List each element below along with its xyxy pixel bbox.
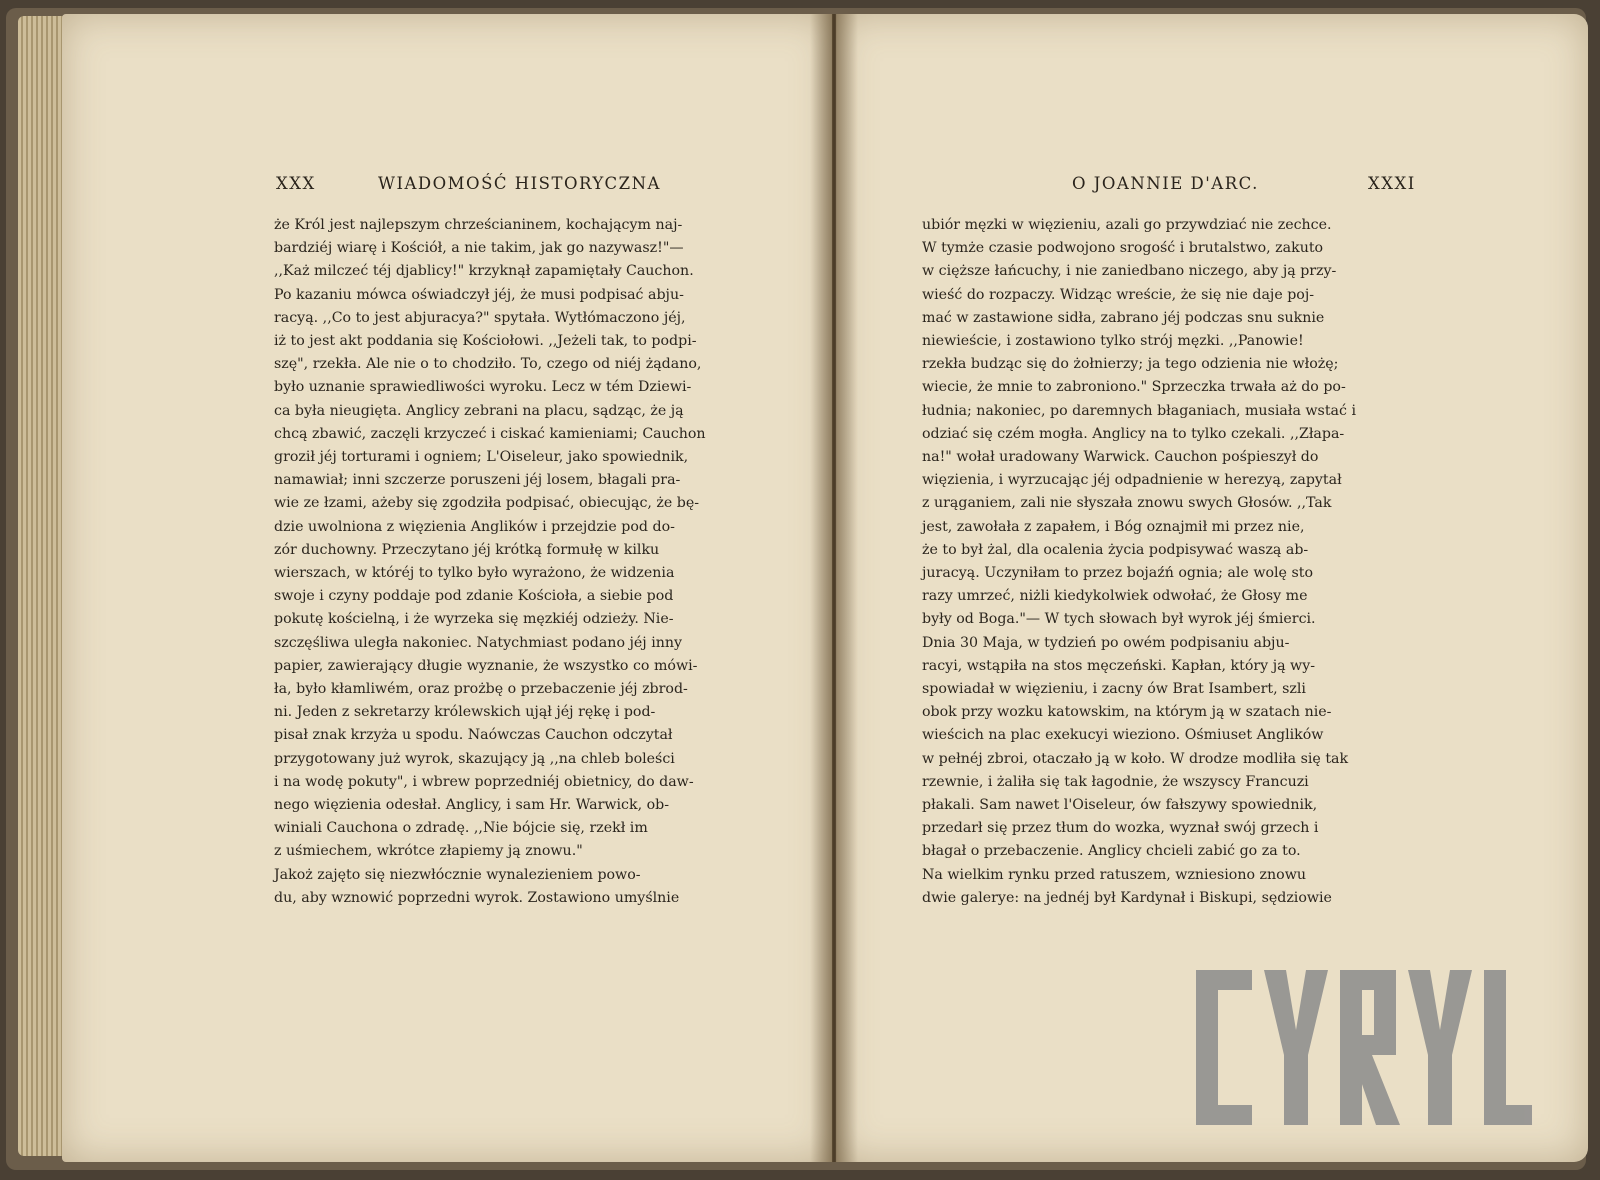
text-line: pokutę kościelną, i że wyrzeka się męzkiéj odzieży. Nie- (274, 611, 674, 628)
text-line: chcą zbawić, zaczęli krzyczeć i ciskać kamieniami; Cauchon (274, 425, 706, 442)
text-line: odziać się czém mogła. Anglicy na to tylko czekali. ,,Złapa- (922, 425, 1345, 442)
text-line: łudnia; nakoniec, po daremnych błaganiach, musiała wstać i (922, 402, 1356, 419)
text-line: na!" wołał uradowany Warwick. Cauchon pośpieszył do (922, 449, 1319, 466)
text-line: ca była nieugięta. Anglicy zebrani na placu, sądząc, że ją (274, 402, 684, 419)
text-line: szę", rzekła. Ale nie o to chodziło. To, czego od niéj żądano, (274, 356, 702, 373)
cyryl-watermark-logo (1196, 960, 1536, 1130)
text-line: przygotowany już wyrok, skazujący ją ,,na chleb boleści (274, 750, 675, 767)
text-line: Po kazaniu mówca oświadczył jéj, że musi podpisać abju- (274, 286, 684, 303)
text-line: były od Boga."— W tych słowach był wyrok jéj śmierci. (922, 611, 1316, 628)
text-line: swoje i czyny poddaje pod zdanie Kościoła, a siebie pod (274, 588, 674, 605)
text-line: razy umrzeć, niżli kiedykolwiek odwołać, że Głosy me (922, 588, 1308, 605)
left-running-head: WIADOMOŚĆ HISTORYCZNA (378, 174, 661, 193)
text-line: ubiór męzki w więzieniu, azali go przywdziać nie zechce. (922, 217, 1332, 233)
right-running-head: O JOANNIE D'ARC. (1072, 174, 1259, 193)
text-line: przedarł się przez tłum do wozka, wyznał swój grzech i (922, 820, 1319, 837)
text-line: iż to jest akt poddania się Kościołowi. ,,Jeżeli tak, to podpi- (274, 333, 697, 350)
text-line: juracyą. Uczyniłam to przez bojaźń ognia; ale wolę sto (922, 565, 1313, 582)
text-line: wierszach, w któréj to tylko było wyrażono, że widzenia (274, 565, 675, 582)
text-line: dzie uwolniona z więzienia Anglików i przejdzie pod do- (274, 518, 675, 535)
text-line: ła, było kłamliwém, oraz prożbę o przebaczenie jéj zbrod- (274, 681, 688, 698)
text-line: namawiał; inni szczerze poruszeni jéj losem, błagali pra- (274, 472, 681, 489)
text-line: winiali Cauchona o zdradę. ,,Nie bójcie się, rzekł im (274, 820, 648, 837)
text-line: Jakoż zajęto się niezwłócznie wynalezieniem powo- (274, 866, 641, 883)
text-line: rzewnie, i żaliła się tak łagodnie, że wszyscy Francuzi (922, 773, 1309, 790)
text-line: spowiadał w więzieniu, i zacny ów Brat Isambert, szli (922, 681, 1306, 698)
text-line: mać w zastawione sidła, zabrano jéj podczas snu suknie (922, 309, 1325, 326)
text-line: dwie galerye: na jednéj był Kardynał i Biskupi, sędziowie (922, 889, 1332, 906)
text-line: ,,Każ milczeć téj djablicy!" krzyknął zapamiętały Cauchon. (274, 263, 694, 280)
text-line: Dnia 30 Maja, w tydzień po owém podpisaniu abju- (922, 634, 1290, 651)
text-line: wiecie, że mnie to zabroniono." Sprzeczka trwała aż do po- (922, 379, 1346, 396)
text-line: papier, zawierający długie wyznanie, że wszystko co mówi- (274, 657, 698, 674)
text-line: więzienia, i wyrzucając jéj odpadnienie w herezyą, zapytał (922, 472, 1342, 489)
text-line: pisał znak krzyża u spodu. Naówczas Cauchon odczytał (274, 727, 673, 744)
left-page-number: XXX (276, 174, 316, 193)
text-line: nego więzienia odesłał. Anglicy, i sam Hr. Warwick, ob- (274, 797, 670, 814)
text-line: wieść do rozpaczy. Widząc wreście, że się nie daje poj- (922, 286, 1315, 303)
text-line: obok przy wozku katowskim, na którym ją w szatach nie- (922, 704, 1332, 721)
right-page-text (922, 214, 1462, 910)
right-page-number: XXXI (1368, 174, 1416, 193)
text-line: wie ze łzami, ażeby się zgodziła podpisać, obiecując, że bę- (274, 495, 700, 512)
text-line: du, aby wznowić poprzedni wyrok. Zostawiono umyślnie (274, 889, 680, 906)
text-line: racyi, wstąpiła na stos męczeński. Kapłan, który ją wy- (922, 657, 1316, 674)
text-line: wieścich na plac exekucyi wieziono. Ośmiuset Anglików (922, 727, 1324, 744)
text-line: szczęśliwa uległa nakoniec. Natychmiast podano jéj inny (274, 634, 683, 651)
text-line: rzekła budząc się do żołnierzy; ja tego odzienia nie włożę; (922, 356, 1339, 373)
text-line: W tymże czasie podwojono srogość i brutalstwo, zakuto (922, 240, 1324, 257)
left-page-text (274, 214, 834, 910)
text-line: groził jéj torturami i ogniem; L'Oiseleur, jako spowiednik, (274, 449, 689, 466)
text-line: z uśmiechem, wkrótce złapiemy ją znowu." (274, 843, 583, 860)
text-line: z urąganiem, zali nie słyszała znowu swych Głosów. ,,Tak (922, 495, 1332, 512)
text-line: w pełnéj zbroi, otaczało ją w koło. W drodze modliła się tak (922, 750, 1349, 767)
text-line: że to był żal, dla ocalenia życia podpisywać waszą ab- (922, 541, 1309, 558)
text-line: bardziéj wiarę i Kościół, a nie takim, jak go nazywasz!"— (274, 240, 684, 257)
text-line: niewieście, i zostawiono tylko strój męzki. ,,Panowie! (922, 333, 1304, 350)
text-line: w cięższe łańcuchy, i nie zaniedbano niczego, aby ją przy- (922, 263, 1337, 280)
text-line: zór duchowny. Przeczytano jéj krótką formułę w kilku (274, 541, 660, 558)
text-line: błagał o przebaczenie. Anglicy chcieli zabić go za to. (922, 843, 1301, 860)
text-line: jest, zawołała z zapałem, i Bóg oznajmił mi przez nie, (922, 518, 1305, 535)
text-line: ni. Jeden z sekretarzy królewskich ujął jéj rękę i pod- (274, 704, 656, 721)
text-line: Na wielkim rynku przed ratuszem, wzniesiono znowu (922, 866, 1306, 883)
left-page (62, 14, 832, 1162)
text-line: i na wodę pokuty", i wbrew poprzedniéj obietnicy, do daw- (274, 773, 694, 790)
text-line: racyą. ,,Co to jest abjuracya?" spytała. Wytłómaczono jéj, (274, 309, 686, 326)
text-line: płakali. Sam nawet l'Oiseleur, ów fałszywy spowiednik, (922, 797, 1318, 814)
text-line: że Król jest najlepszym chrześcianinem, kochającym naj- (274, 217, 683, 233)
text-line: było uznanie sprawiedliwości wyroku. Lecz w tém Dziewi- (274, 379, 692, 396)
